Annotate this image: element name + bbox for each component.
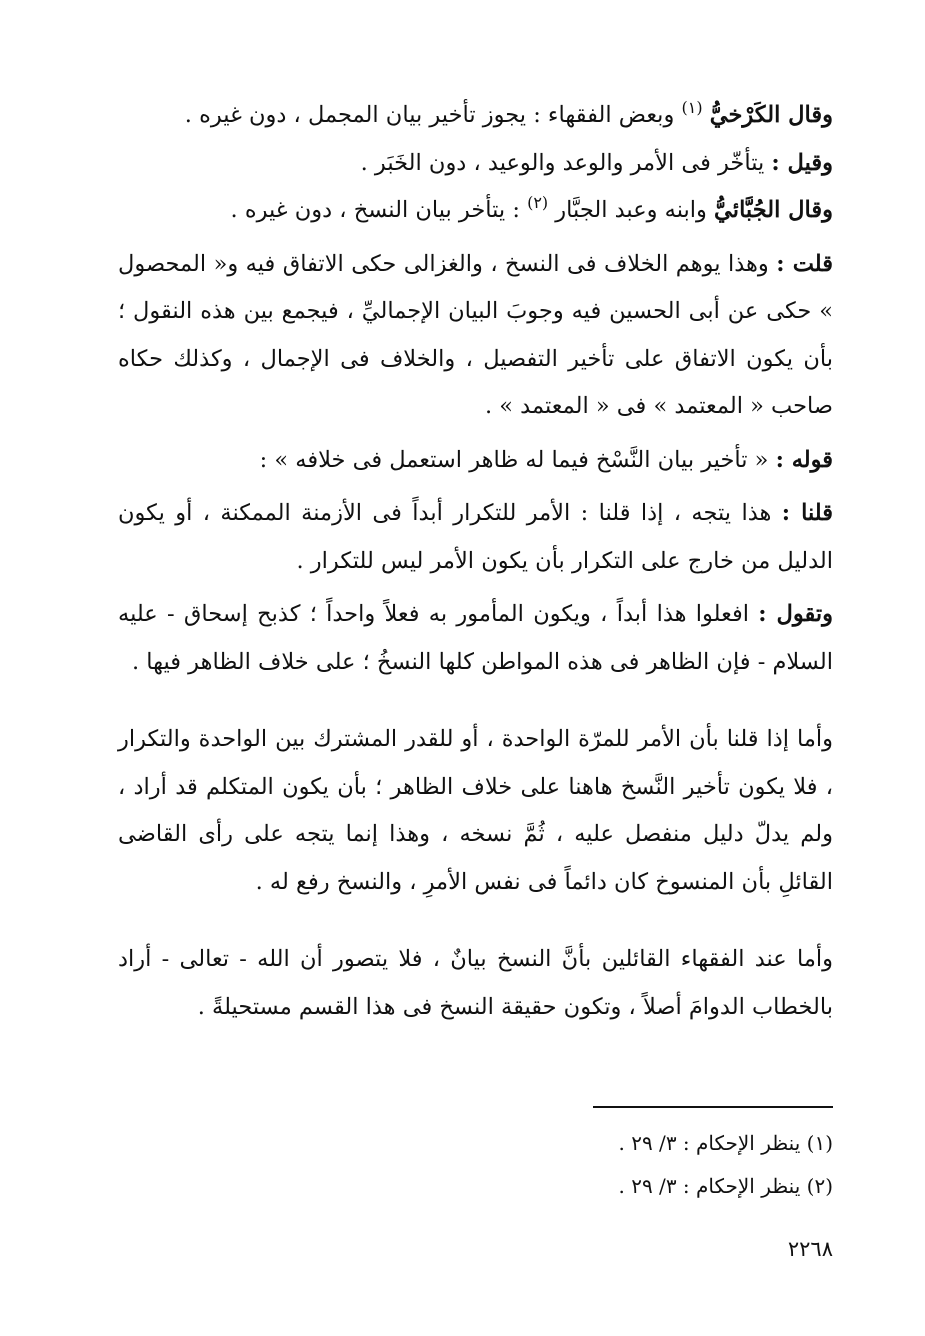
page-body [118, 92, 833, 1031]
footnotes [118, 1106, 833, 1208]
paragraph-amma-inda [118, 936, 833, 1031]
paragraph-taqulu [118, 591, 833, 686]
paragraph-text: يتأخّر فى الأمر والوعد والوعيد ، دون الخَبَر . [360, 149, 765, 176]
page-number: ٢٢٦٨ [787, 1237, 833, 1261]
footnote-ref: (٢) [527, 193, 549, 212]
footnote-2: (٢) ينظر الإحكام : ٣/ ٢٩ . [618, 1174, 833, 1198]
paragraph-qulna [118, 490, 833, 585]
paragraph-keyword: وتقول : [758, 601, 833, 627]
paragraph-text: وأما عند الفقهاء القائلين بأنَّ النسخ بيانٌ ، فلا يتصور أن الله - تعالى - أراد بالخطاب الدوامَ أصلاً ، وتكون حقيقة النسخ فى هذا القسم مستحيلةً . [118, 946, 833, 1020]
paragraph-keyword: وقال الكَرْخيُّ [709, 102, 833, 128]
paragraph-jubbai [118, 187, 833, 235]
paragraph-keyword: وقيل : [771, 149, 833, 176]
paragraph-keyword: قلت : [776, 250, 834, 277]
paragraph-keyword: قلنا : [781, 500, 833, 526]
footnote-ref: (١) [681, 98, 703, 117]
paragraph-text: هذا يتجه ، إذا قلنا : الأمر للتكرار أبداً فى الأزمنة الممكنة ، أو يكون الدليل من خارج على التكرار بأن يكون الأمر ليس للتكرار . [118, 500, 833, 574]
paragraph-qultu [118, 241, 833, 431]
paragraph-amma-idha [118, 716, 833, 906]
paragraph-text: وبعض الفقهاء : يجوز تأخير بيان المجمل ، دون غيره . [184, 102, 675, 128]
paragraph-text-continued: : يتأخر بيان النسخ ، دون غيره . [230, 197, 520, 223]
paragraph-keyword: قوله : [775, 446, 833, 473]
paragraph-text: افعلوا هذا أبداً ، ويكون المأمور به فعلاً واحداً ؛ كذبح إسحاق - عليه السلام - فإن الظاهر فى هذه المواطن كلها النسخُ ؛ على خلاف الظاهر فيها . [118, 601, 833, 675]
footnote-1: (١) ينظر الإحكام : ٣/ ٢٩ . [618, 1131, 833, 1155]
paragraph-text: وابنه وعبد الجبَّار [548, 197, 707, 223]
paragraph-keyword: وقال الجُبَّائيُّ [714, 197, 833, 223]
paragraph-qawluhu [118, 437, 833, 485]
footnote-divider [593, 1106, 833, 1108]
paragraph-karkhi [118, 92, 833, 140]
paragraph-qila [118, 140, 833, 188]
paragraph-text: وهذا يوهم الخلاف فى النسخ ، والغزالى حكى الاتفاق فيه و« المحصول » حكى عن أبى الحسين فيه وجوبَ البيان الإجماليِّ ، فيجمع بين هذه النقول ؛ بأن يكون الاتفاق على تأخير التفصيل ، والخلاف فى الإجمال ، وكذلك حكاه صاحب « المعتمد » فى « المعتمد » . [118, 250, 833, 419]
paragraph-text: « تأخير بيان النَّسْخ فيما له ظاهر استعمل فى خلافه » : [259, 446, 769, 473]
paragraph-text: وأما إذا قلنا بأن الأمر للمرّة الواحدة ، أو للقدر المشترك بين الواحدة والتكرار ، فلا يكون تأخير النَّسخ هاهنا على خلاف الظاهر ؛ بأن يكون المتكلم قد أراد ، ولم يدلّ دليل منفصل عليه ، ثُمَّ نسخه ، وهذا إنما يتجه على رأى القاضى القائلِ بأن المنسوخ كان دائماً فى نفس الأمرِ ، والنسخ رفع له . [118, 726, 833, 895]
